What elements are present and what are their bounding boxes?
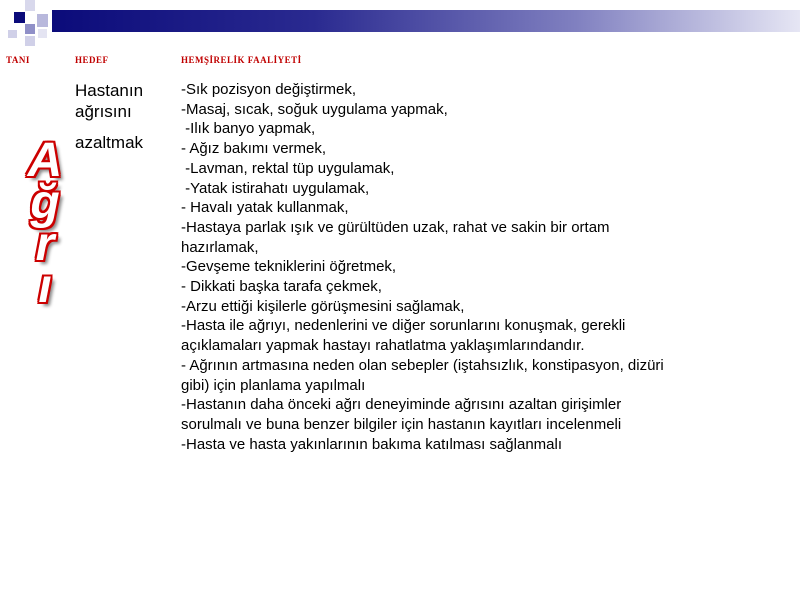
activity-line: - Dikkati başka tarafa çekmek,: [181, 278, 382, 296]
decor-square: [25, 36, 35, 46]
activity-line: -Sık pozisyon değiştirmek,: [181, 81, 357, 98]
decor-square: [25, 0, 35, 11]
activity-line: hazırlamak,: [181, 238, 259, 256]
diagnosis-letter: ı: [38, 260, 52, 313]
activity-line: -Lavman, rektal tüp uygulamak,: [181, 159, 395, 177]
column-header-faaliyet: HEMŞİRELİK FAALİYETİ: [181, 55, 302, 65]
activity-line: -Gevşeme tekniklerini öğretmek,: [181, 258, 397, 276]
diagnosis-letter: ğ: [30, 176, 60, 229]
activity-line: gibi) için planlama yapılmalı: [181, 376, 366, 394]
decor-square: [38, 29, 47, 38]
decor-square: [25, 24, 35, 34]
activity-line: -Yatak istirahatı uygulamak,: [181, 179, 370, 197]
activity-line: -Hastaya parlak ışık ve gürültüden uzak, rahat ve sakin bir ortam: [181, 218, 610, 236]
column-header-tani: TANI: [6, 55, 30, 65]
activity-line: - Ağız bakımı vermek,: [181, 140, 327, 158]
diagnosis-wordart: [22, 134, 68, 313]
diagnosis-letter: A: [27, 134, 63, 187]
column-header-hedef: HEDEF: [75, 55, 109, 65]
activity-line: açıklamaları yapmak hastayı rahatlatma yaklaşımlarındandır.: [181, 337, 585, 355]
decor-square: [14, 12, 25, 23]
activity-line: -Hastanın daha önceki ağrı deneyiminde ağrısını azaltan girişimler: [181, 396, 622, 414]
goal-line: ağrısını: [75, 102, 132, 121]
activity-line: -Arzu ettiği kişilerle görüşmesini sağlamak,: [181, 297, 465, 315]
title-bar-gradient: [52, 10, 800, 32]
goal-line: Hastanın: [75, 81, 144, 100]
activity-line: - Ağrının artmasına neden olan sebepler (iştahsızlık, konstipasyon, dizüri: [181, 356, 664, 374]
activity-line: -Ilık banyo yapmak,: [181, 120, 316, 138]
diagnosis-letter: r: [35, 218, 55, 271]
activity-line: -Masaj, sıcak, soğuk uygulama yapmak,: [181, 100, 448, 118]
goal-line: azaltmak: [75, 133, 144, 152]
activity-line: -Hasta ile ağrıyı, nedenlerini ve diğer sorunlarını konuşmak, gerekli: [181, 317, 626, 335]
activity-line: -Hasta ve hasta yakınlarının bakıma katılması sağlanmalı: [181, 435, 563, 453]
activity-line: sorulmalı ve buna benzer bilgiler için hastanın kayıtları incelenmeli: [181, 415, 622, 433]
activity-line: - Havalı yatak kullanmak,: [181, 199, 349, 217]
nursing-activities-list: [181, 80, 771, 454]
goal-text: [75, 80, 175, 153]
decor-square: [8, 30, 17, 38]
decor-square: [37, 14, 48, 27]
